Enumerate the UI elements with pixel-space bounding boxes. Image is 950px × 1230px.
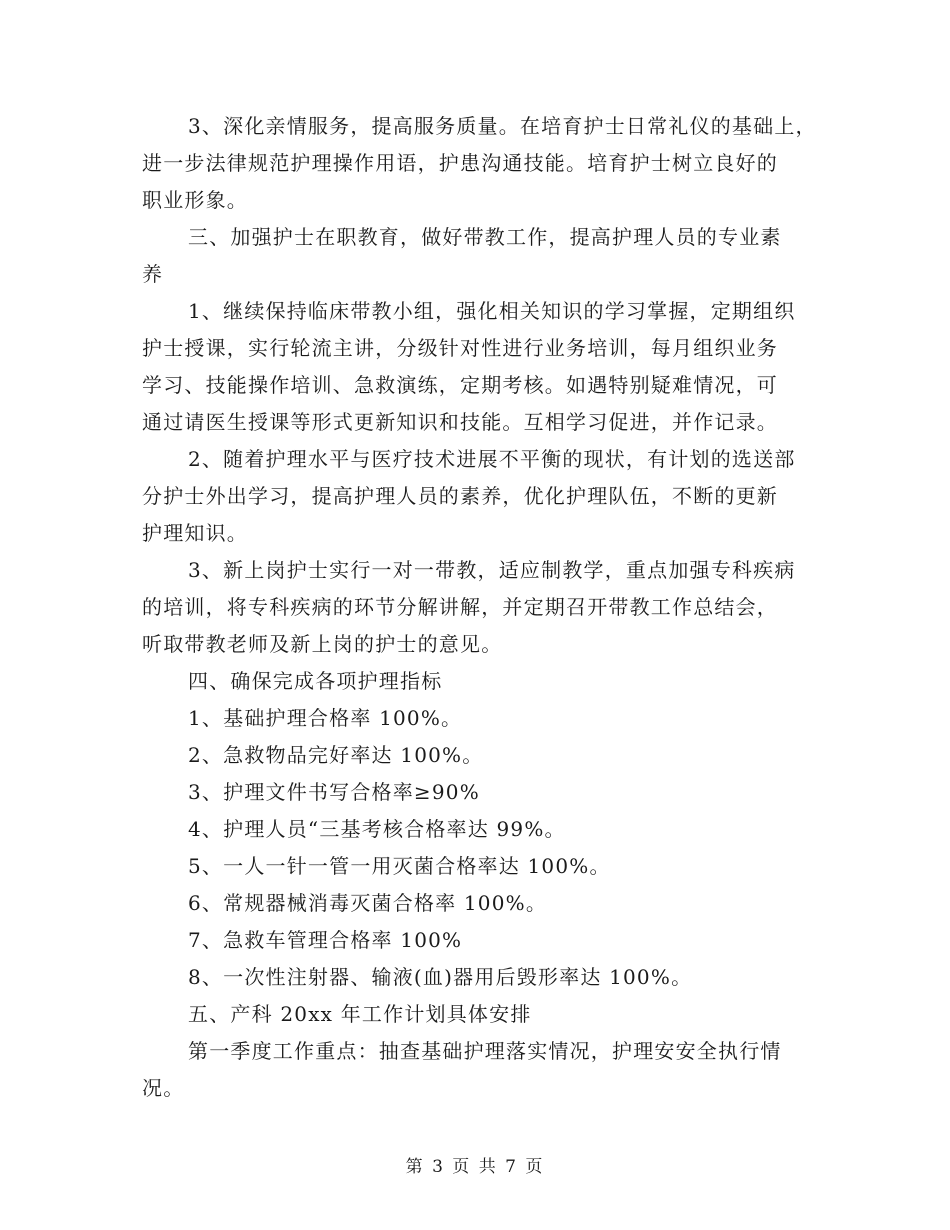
text-line: 学习、技能操作培训、急救演练，定期考核。如遇特别疑难情况，可 — [142, 373, 778, 397]
text-line: 养 — [142, 262, 164, 286]
text-line: 1、基础护理合格率 100%。 — [188, 706, 463, 730]
text-line: 3、深化亲情服务，提高服务质量。在培育护士日常礼仪的基础上， — [188, 114, 817, 138]
text-line: 1、继续保持临床带教小组，强化相关知识的学习掌握，定期组织 — [188, 299, 796, 323]
text-line: 5、一人一针一管一用灭菌合格率达 100%。 — [188, 854, 611, 878]
page-footer: 第 3 页 共 7 页 — [405, 1157, 545, 1177]
text-line: 4、护理人员“三基考核合格率达 99%。 — [188, 817, 566, 841]
text-line: 四、确保完成各项护理指标 — [188, 669, 443, 693]
text-line: 听取带教老师及新上岗的护士的意见。 — [142, 632, 503, 656]
text-line: 7、急救车管理合格率 100% — [188, 928, 463, 952]
text-line: 三、加强护士在职教育，做好带教工作，提高护理人员的专业素 — [188, 225, 782, 249]
text-line: 2、急救物品完好率达 100%。 — [188, 743, 484, 767]
text-line: 8、一次性注射器、输液(血)器用后毁形率达 100%。 — [188, 965, 693, 989]
text-line: 况。 — [142, 1076, 185, 1100]
text-line: 分护士外出学习，提高护理人员的素养，优化护理队伍，不断的更新 — [142, 484, 778, 508]
text-line: 3、新上岗护士实行一对一带教，适应制教学，重点加强专科疾病 — [188, 558, 796, 582]
document-body — [142, 108, 822, 1107]
text-line: 3、护理文件书写合格率≥90% — [188, 780, 480, 804]
text-line: 护理知识。 — [142, 521, 248, 545]
text-line: 第一季度工作重点：抽查基础护理落实情况，护理安安全执行情 — [188, 1039, 782, 1063]
text-line: 职业形象。 — [142, 188, 248, 212]
text-line: 通过请医生授课等形式更新知识和技能。互相学习促进，并作记录。 — [142, 410, 778, 434]
text-line: 6、常规器械消毒灭菌合格率 100%。 — [188, 891, 548, 915]
text-line: 五、产科 20xx 年工作计划具体安排 — [188, 1002, 532, 1026]
text-line: 护士授课，实行轮流主讲，分级针对性进行业务培训，每月组织业务 — [142, 336, 778, 360]
text-line: 进一步法律规范护理操作用语，护患沟通技能。培育护士树立良好的 — [142, 151, 778, 175]
text-line: 的培训，将专科疾病的环节分解讲解，并定期召开带教工作总结会， — [142, 595, 778, 619]
text-line: 2、随着护理水平与医疗技术进展不平衡的现状，有计划的选送部 — [188, 447, 796, 471]
